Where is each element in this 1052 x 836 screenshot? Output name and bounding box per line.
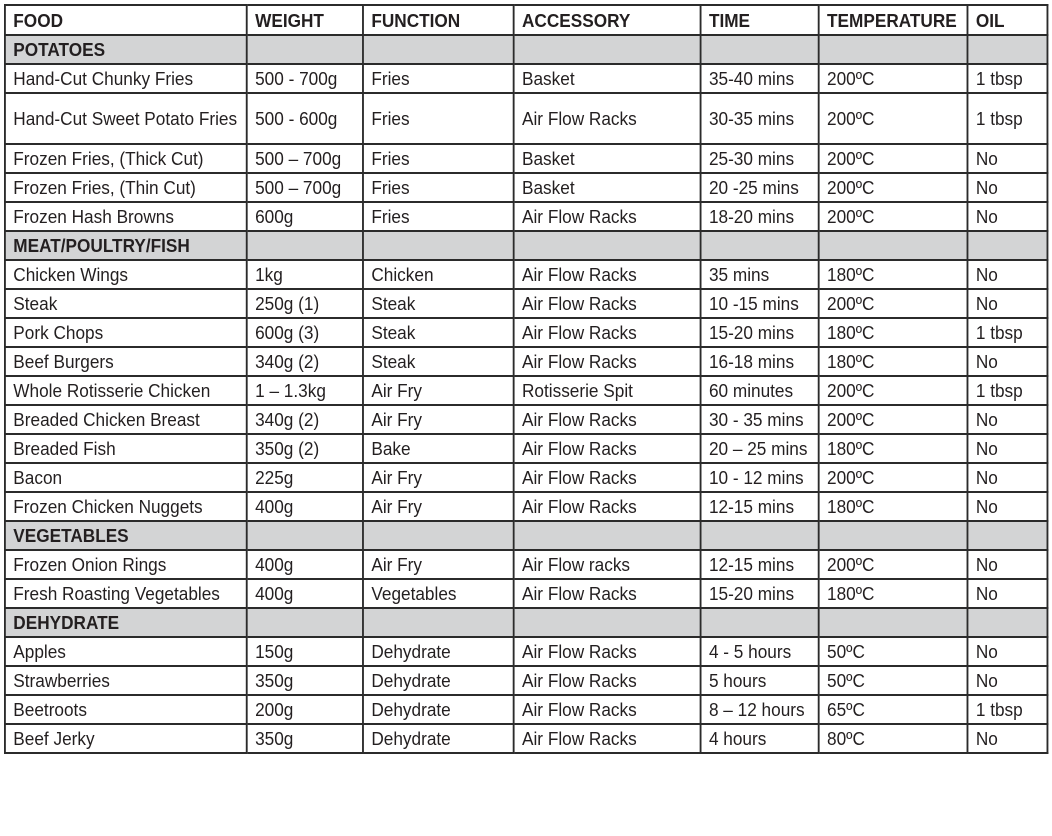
table-row	[5, 318, 1048, 347]
table-body	[5, 35, 1048, 753]
table-row	[5, 405, 1048, 434]
cell-time: 60 minutes	[701, 376, 819, 405]
section-empty-cell	[701, 35, 819, 64]
cell-accessory: Air Flow Racks	[514, 579, 701, 608]
cell-function: Dehydrate	[363, 724, 514, 753]
section-empty-cell	[819, 231, 968, 260]
cell-temperature: 200ºC	[819, 173, 968, 202]
section-empty-cell	[701, 521, 819, 550]
cell-function: Steak	[363, 289, 514, 318]
cell-accessory: Air Flow Racks	[514, 724, 701, 753]
cell-oil: No	[967, 405, 1047, 434]
cell-weight: 500 – 700g	[247, 144, 363, 173]
section-empty-cell	[819, 521, 968, 550]
table-row	[5, 202, 1048, 231]
cell-accessory: Air Flow Racks	[514, 434, 701, 463]
cell-accessory: Basket	[514, 144, 701, 173]
section-title: MEAT/POULTRY/FISH	[5, 231, 247, 260]
header-temperature: TEMPERATURE	[819, 5, 968, 35]
cell-function: Fries	[363, 64, 514, 93]
header-oil: OIL	[967, 5, 1047, 35]
cell-time: 30 - 35 mins	[701, 405, 819, 434]
section-empty-cell	[967, 608, 1047, 637]
cell-accessory: Air Flow Racks	[514, 318, 701, 347]
cell-weight: 400g	[247, 550, 363, 579]
cell-time: 8 – 12 hours	[701, 695, 819, 724]
cell-function: Vegetables	[363, 579, 514, 608]
header-function: FUNCTION	[363, 5, 514, 35]
cell-oil: 1 tbsp	[967, 376, 1047, 405]
table-row	[5, 463, 1048, 492]
cell-time: 25-30 mins	[701, 144, 819, 173]
cell-time: 4 hours	[701, 724, 819, 753]
cell-oil: No	[967, 637, 1047, 666]
cell-accessory: Air Flow racks	[514, 550, 701, 579]
cell-oil: No	[967, 144, 1047, 173]
cell-food: Breaded Chicken Breast	[5, 405, 247, 434]
cell-food: Beef Burgers	[5, 347, 247, 376]
cell-oil: No	[967, 463, 1047, 492]
cell-accessory: Air Flow Racks	[514, 347, 701, 376]
table-row	[5, 434, 1048, 463]
cell-food: Chicken Wings	[5, 260, 247, 289]
header-row	[5, 5, 1048, 35]
section-row	[5, 608, 1048, 637]
cell-temperature: 50ºC	[819, 666, 968, 695]
cell-function: Air Fry	[363, 376, 514, 405]
cell-temperature: 200ºC	[819, 144, 968, 173]
cell-weight: 500 - 700g	[247, 64, 363, 93]
cell-time: 15-20 mins	[701, 579, 819, 608]
cell-accessory: Air Flow Racks	[514, 492, 701, 521]
cell-accessory: Basket	[514, 64, 701, 93]
cell-temperature: 180ºC	[819, 579, 968, 608]
cell-accessory: Air Flow Racks	[514, 405, 701, 434]
cell-food: Whole Rotisserie Chicken	[5, 376, 247, 405]
cell-food: Breaded Fish	[5, 434, 247, 463]
cell-accessory: Air Flow Racks	[514, 202, 701, 231]
cell-food: Frozen Fries, (Thin Cut)	[5, 173, 247, 202]
section-empty-cell	[514, 231, 701, 260]
table-row	[5, 666, 1048, 695]
cell-food: Frozen Fries, (Thick Cut)	[5, 144, 247, 173]
cell-function: Dehydrate	[363, 666, 514, 695]
cell-temperature: 80ºC	[819, 724, 968, 753]
section-title: POTATOES	[5, 35, 247, 64]
table-row	[5, 289, 1048, 318]
cell-oil: No	[967, 666, 1047, 695]
cell-accessory: Air Flow Racks	[514, 260, 701, 289]
cell-time: 5 hours	[701, 666, 819, 695]
cell-time: 12-15 mins	[701, 550, 819, 579]
cell-oil: No	[967, 550, 1047, 579]
section-empty-cell	[363, 608, 514, 637]
cell-accessory: Rotisserie Spit	[514, 376, 701, 405]
section-empty-cell	[247, 608, 363, 637]
cell-temperature: 200ºC	[819, 405, 968, 434]
cell-oil: No	[967, 289, 1047, 318]
cell-weight: 500 - 600g	[247, 93, 363, 144]
cell-weight: 400g	[247, 492, 363, 521]
cell-weight: 350g	[247, 666, 363, 695]
cell-weight: 1kg	[247, 260, 363, 289]
cell-temperature: 200ºC	[819, 93, 968, 144]
table-row	[5, 260, 1048, 289]
section-empty-cell	[701, 608, 819, 637]
cell-function: Fries	[363, 93, 514, 144]
section-row	[5, 231, 1048, 260]
cell-oil: No	[967, 579, 1047, 608]
cell-accessory: Air Flow Racks	[514, 637, 701, 666]
cell-weight: 400g	[247, 579, 363, 608]
cell-accessory: Air Flow Racks	[514, 463, 701, 492]
cell-food: Steak	[5, 289, 247, 318]
cell-food: Frozen Hash Browns	[5, 202, 247, 231]
cell-time: 4 - 5 hours	[701, 637, 819, 666]
cell-weight: 350g	[247, 724, 363, 753]
section-empty-cell	[247, 231, 363, 260]
cell-temperature: 180ºC	[819, 434, 968, 463]
cell-temperature: 180ºC	[819, 492, 968, 521]
section-title: VEGETABLES	[5, 521, 247, 550]
cell-oil: 1 tbsp	[967, 695, 1047, 724]
table-row	[5, 64, 1048, 93]
cell-temperature: 180ºC	[819, 347, 968, 376]
cell-weight: 600g (3)	[247, 318, 363, 347]
cell-oil: 1 tbsp	[967, 64, 1047, 93]
cell-function: Dehydrate	[363, 695, 514, 724]
section-title: DEHYDRATE	[5, 608, 247, 637]
header-weight: WEIGHT	[247, 5, 363, 35]
cell-time: 16-18 mins	[701, 347, 819, 376]
cell-time: 18-20 mins	[701, 202, 819, 231]
cell-accessory: Basket	[514, 173, 701, 202]
section-empty-cell	[967, 35, 1047, 64]
cell-temperature: 180ºC	[819, 318, 968, 347]
cell-temperature: 50ºC	[819, 637, 968, 666]
cell-function: Air Fry	[363, 405, 514, 434]
cell-time: 15-20 mins	[701, 318, 819, 347]
cell-food: Frozen Chicken Nuggets	[5, 492, 247, 521]
cell-oil: No	[967, 434, 1047, 463]
table-row	[5, 724, 1048, 753]
section-empty-cell	[967, 231, 1047, 260]
cell-food: Bacon	[5, 463, 247, 492]
table-row	[5, 637, 1048, 666]
cell-accessory: Air Flow Racks	[514, 695, 701, 724]
header-food: FOOD	[5, 5, 247, 35]
table-row	[5, 376, 1048, 405]
cell-temperature: 65ºC	[819, 695, 968, 724]
section-empty-cell	[363, 231, 514, 260]
cell-weight: 1 – 1.3kg	[247, 376, 363, 405]
cell-oil: 1 tbsp	[967, 318, 1047, 347]
section-empty-cell	[819, 35, 968, 64]
cell-oil: No	[967, 724, 1047, 753]
table-row	[5, 492, 1048, 521]
cell-function: Bake	[363, 434, 514, 463]
cell-function: Chicken	[363, 260, 514, 289]
cell-function: Fries	[363, 144, 514, 173]
cell-weight: 350g (2)	[247, 434, 363, 463]
cell-food: Beef Jerky	[5, 724, 247, 753]
section-empty-cell	[363, 35, 514, 64]
cell-time: 20 -25 mins	[701, 173, 819, 202]
cell-weight: 340g (2)	[247, 347, 363, 376]
cell-function: Fries	[363, 202, 514, 231]
cell-oil: 1 tbsp	[967, 93, 1047, 144]
cell-time: 10 - 12 mins	[701, 463, 819, 492]
table-row	[5, 347, 1048, 376]
header-accessory: ACCESSORY	[514, 5, 701, 35]
section-empty-cell	[819, 608, 968, 637]
cooking-guide-table	[4, 4, 1048, 754]
cell-function: Steak	[363, 318, 514, 347]
cell-food: Hand-Cut Chunky Fries	[5, 64, 247, 93]
cell-accessory: Air Flow Racks	[514, 93, 701, 144]
cell-weight: 600g	[247, 202, 363, 231]
cell-time: 20 – 25 mins	[701, 434, 819, 463]
cell-oil: No	[967, 173, 1047, 202]
cell-food: Pork Chops	[5, 318, 247, 347]
cell-weight: 340g (2)	[247, 405, 363, 434]
cell-time: 35 mins	[701, 260, 819, 289]
section-empty-cell	[247, 521, 363, 550]
cell-temperature: 200ºC	[819, 550, 968, 579]
cell-weight: 250g (1)	[247, 289, 363, 318]
cell-accessory: Air Flow Racks	[514, 666, 701, 695]
cell-weight: 200g	[247, 695, 363, 724]
section-empty-cell	[514, 608, 701, 637]
cell-oil: No	[967, 347, 1047, 376]
cell-weight: 225g	[247, 463, 363, 492]
cell-function: Dehydrate	[363, 637, 514, 666]
cell-function: Air Fry	[363, 550, 514, 579]
cell-time: 35-40 mins	[701, 64, 819, 93]
cell-food: Strawberries	[5, 666, 247, 695]
section-empty-cell	[701, 231, 819, 260]
cell-temperature: 200ºC	[819, 463, 968, 492]
cell-function: Fries	[363, 173, 514, 202]
cell-temperature: 200ºC	[819, 289, 968, 318]
cell-oil: No	[967, 260, 1047, 289]
table-row	[5, 93, 1048, 144]
cell-food: Beetroots	[5, 695, 247, 724]
cell-function: Steak	[363, 347, 514, 376]
section-empty-cell	[363, 521, 514, 550]
cell-oil: No	[967, 492, 1047, 521]
section-empty-cell	[247, 35, 363, 64]
table-row	[5, 173, 1048, 202]
cell-temperature: 200ºC	[819, 64, 968, 93]
cell-food: Apples	[5, 637, 247, 666]
section-empty-cell	[514, 35, 701, 64]
cell-weight: 150g	[247, 637, 363, 666]
cell-temperature: 200ºC	[819, 202, 968, 231]
table-row	[5, 579, 1048, 608]
cell-food: Fresh Roasting Vegetables	[5, 579, 247, 608]
table-row	[5, 550, 1048, 579]
cell-time: 12-15 mins	[701, 492, 819, 521]
cell-food: Hand-Cut Sweet Potato Fries	[5, 93, 247, 144]
section-empty-cell	[967, 521, 1047, 550]
cell-temperature: 180ºC	[819, 260, 968, 289]
cell-weight: 500 – 700g	[247, 173, 363, 202]
section-empty-cell	[514, 521, 701, 550]
cell-accessory: Air Flow Racks	[514, 289, 701, 318]
section-row	[5, 521, 1048, 550]
header-time: TIME	[701, 5, 819, 35]
cell-function: Air Fry	[363, 492, 514, 521]
cell-time: 10 -15 mins	[701, 289, 819, 318]
section-row	[5, 35, 1048, 64]
cell-time: 30-35 mins	[701, 93, 819, 144]
cell-function: Air Fry	[363, 463, 514, 492]
cell-oil: No	[967, 202, 1047, 231]
table-row	[5, 695, 1048, 724]
cell-food: Frozen Onion Rings	[5, 550, 247, 579]
cell-temperature: 200ºC	[819, 376, 968, 405]
table-row	[5, 144, 1048, 173]
